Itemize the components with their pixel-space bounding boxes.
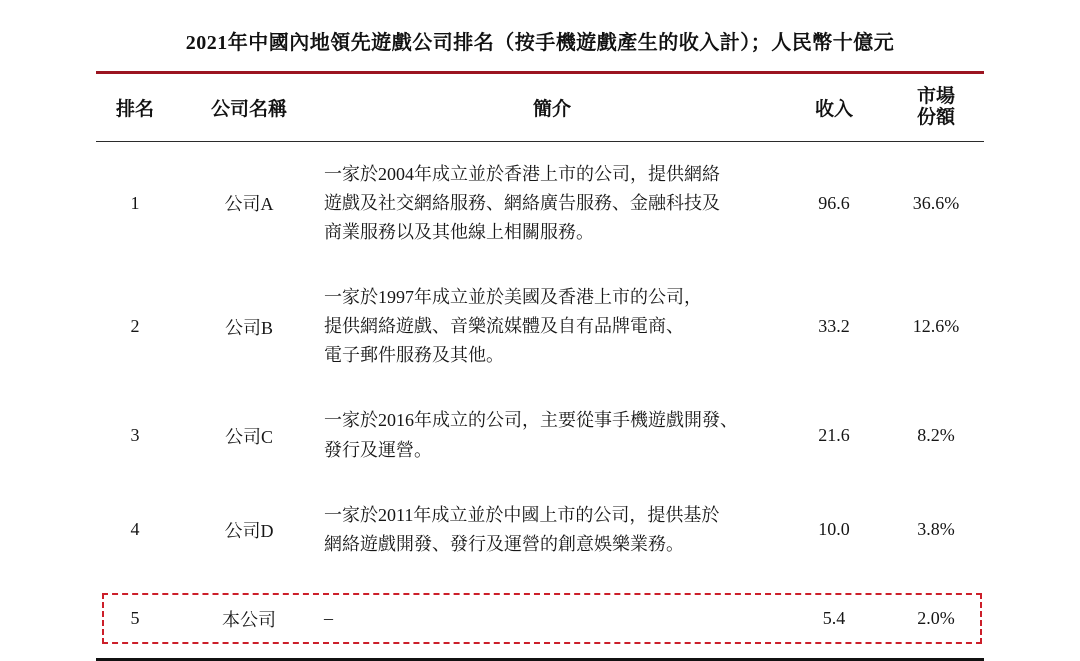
table-row — [96, 483, 984, 577]
description-line: 遊戲及社交網絡服務、網絡廣告服務、金融科技及 — [324, 192, 720, 213]
cell-description: – — [324, 608, 333, 629]
cell-company: 公司A — [224, 194, 274, 215]
cell-market-share: 2.0% — [917, 608, 955, 629]
cell-market-share: 8.2% — [917, 425, 955, 446]
cell-company: 公司D — [224, 520, 274, 541]
column-header-market-share — [888, 74, 984, 141]
cell-revenue: 21.6 — [818, 425, 850, 446]
description-line: 一家於1997年成立並於美國及香港上市的公司， — [324, 287, 702, 307]
description-line: 一家於2016年成立的公司，主要從事手機遊戲開發、 — [324, 410, 738, 431]
cell-revenue: 96.6 — [818, 192, 850, 213]
rankings-table — [96, 74, 984, 141]
description-line: 電子郵件服務及其他。 — [324, 345, 504, 366]
cell-company: 公司B — [224, 317, 273, 338]
description-line: 網絡遊戲開發、發行及運營的創意娛樂業務。 — [324, 533, 684, 554]
cell-description — [324, 265, 780, 388]
column-header-market-share-line1: 市場 — [916, 86, 955, 107]
cell-rank: 5 — [130, 608, 140, 629]
cell-revenue: 33.2 — [818, 316, 850, 337]
column-header-company: 公司名稱 — [210, 98, 287, 120]
table-row-highlighted — [96, 591, 984, 646]
cell-revenue: 5.4 — [822, 608, 846, 629]
cell-company: 本公司 — [222, 609, 276, 630]
own-company-row-table — [96, 591, 984, 646]
cell-description — [324, 388, 780, 482]
table-header-row — [96, 74, 984, 141]
highlighted-row-container — [96, 591, 984, 646]
cell-market-share: 3.8% — [917, 519, 955, 540]
cell-rank: 1 — [130, 192, 140, 213]
description-line: 一家於2004年成立並於香港上市的公司，提供網絡 — [324, 163, 720, 184]
table-row — [96, 388, 984, 482]
cell-description — [324, 142, 780, 265]
column-header-revenue: 收入 — [814, 98, 853, 120]
page-title: 2021年中國內地領先遊戲公司排名（按手機遊戲產生的收入計）；人民幣十億元 — [185, 32, 895, 54]
rankings-table-body — [96, 142, 984, 578]
description-line: 商業服務以及其他線上相關服務。 — [324, 221, 594, 242]
cell-market-share: 36.6% — [912, 192, 960, 213]
cell-description — [324, 483, 780, 577]
description-line: 一家於2011年成立並於中國上市的公司，提供基於 — [324, 504, 720, 525]
cell-revenue: 10.0 — [818, 519, 850, 540]
table-header — [96, 74, 984, 141]
table-row — [96, 265, 984, 388]
cell-company: 公司C — [224, 426, 273, 447]
column-header-market-share-line2: 份額 — [916, 107, 955, 129]
column-header-description: 簡介 — [532, 98, 571, 120]
cell-rank: 4 — [130, 519, 140, 540]
cell-market-share: 12.6% — [912, 316, 960, 337]
description-line: 發行及運營。 — [324, 439, 432, 460]
cell-rank: 2 — [130, 316, 140, 337]
table-row — [96, 142, 984, 265]
cell-rank: 3 — [130, 425, 140, 446]
column-header-rank: 排名 — [115, 98, 154, 120]
description-line: 提供網絡遊戲、音樂流媒體及自有品牌電商、 — [324, 316, 684, 337]
